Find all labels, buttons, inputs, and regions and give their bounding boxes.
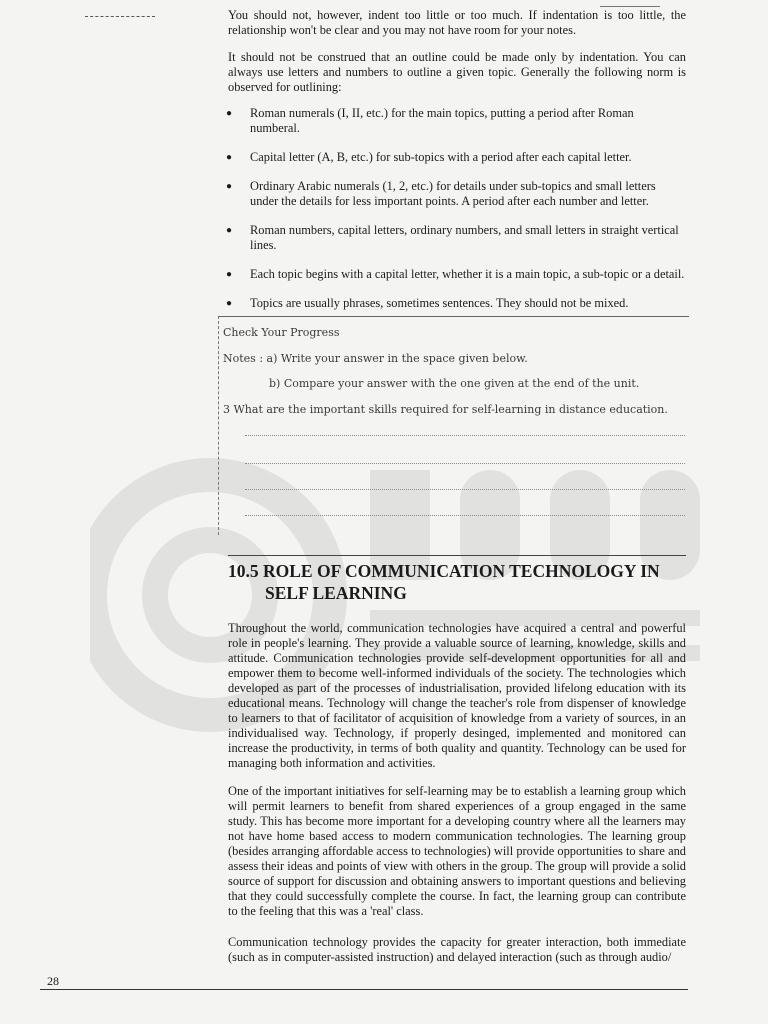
section-rule: [228, 555, 686, 556]
check-progress-title: Check Your Progress: [223, 326, 340, 339]
intro-paragraph: You should not, however, indent too little or too much. If indentation is too little, the relationship won't be clear and you may not have room for your notes.: [228, 8, 686, 37]
list-item: ● Roman numbers, capital letters, ordinary numbers, and small letters in straight vertical lines.: [226, 223, 686, 253]
section-heading: [228, 560, 688, 604]
top-right-rule: [600, 6, 660, 7]
outline-norms-list: [226, 106, 686, 325]
list-item: ● Roman numerals (I, II, etc.) for the main topics, putting a period after Roman numberal.: [226, 106, 686, 136]
answer-line[interactable]: [245, 489, 685, 490]
section-heading-line2: SELF LEARNING: [265, 583, 407, 603]
check-progress-note-a: Notes : a) Write your answer in the space given below.: [223, 352, 528, 365]
top-left-rule: [85, 16, 155, 17]
body-paragraph-2: One of the important initiatives for self-learning may be to establish a learning group which will permit learners to benefit from shared experiences of a group engaged in the same study. This has become more important for a developing country where all the learners may not have home based access to modern communication technologies. The learning group (besides arranging affordable access to technologies) will provide opportunities to share and assess their ideas and points of view with others in the group. The group will provide a solid source of support for discussion and obtaining answers to important questions and believing that they could successfully complete the course. In fact, the learning group can contribute to the feeling that this was a 'real' class.: [228, 784, 686, 918]
outline-paragraph: It should not be construed that an outline could be made only by indentation. You can always use letters and numbers to outline a given topic. Generally the following norm is observed for outlining:: [228, 50, 686, 94]
check-progress-question: 3 What are the important skills required for self-learning in distance education.: [223, 403, 668, 416]
list-item: ● Ordinary Arabic numerals (1, 2, etc.) for details under sub-topics and small letters under the details for less important points. A period after each number and letter.: [226, 179, 686, 209]
section-heading-line1: 10.5 ROLE OF COMMUNICATION TECHNOLOGY IN: [228, 561, 660, 581]
list-item: ● Topics are usually phrases, sometimes sentences. They should not be mixed.: [226, 296, 686, 311]
answer-line[interactable]: [245, 463, 685, 464]
list-item: ● Each topic begins with a capital letter, whether it is a main topic, a sub-topic or a detail.: [226, 267, 686, 282]
page-number: 28: [47, 974, 59, 988]
body-paragraph-1: Throughout the world, communication technologies have acquired a central and powerful role in people's learning. They provide a valuable source of learning, knowledge, skills and attitude. Communication technologies provide self-development opportunities for all and empower them to become well-informed individuals of the society. The technologies which developed as part of the processes of industrialisation, provided lifelong education with its educational means. Technology will change the teacher's role from dispenser of knowledge to learners to that of facilitator of acquisition of knowledge from a variety of sources, in an individualised way. Technology, if properly desinged, implemented and monitored can increase the productivity, in terms of both quality and quantity. Technology can be used for managing both information and activities.: [228, 621, 686, 770]
check-progress-note-b: b) Compare your answer with the one given at the end of the unit.: [269, 377, 640, 390]
list-item: ● Capital letter (A, B, etc.) for sub-topics with a period after each capital letter.: [226, 150, 686, 165]
answer-line[interactable]: [245, 435, 685, 436]
check-your-progress-box: [218, 316, 689, 535]
answer-line[interactable]: [245, 515, 685, 516]
body-paragraph-3: Communication technology provides the capacity for greater interaction, both immediate (such as in computer-assisted instruction) and delayed interaction (such as through audio/: [228, 935, 686, 964]
footer-rule: [40, 989, 688, 990]
